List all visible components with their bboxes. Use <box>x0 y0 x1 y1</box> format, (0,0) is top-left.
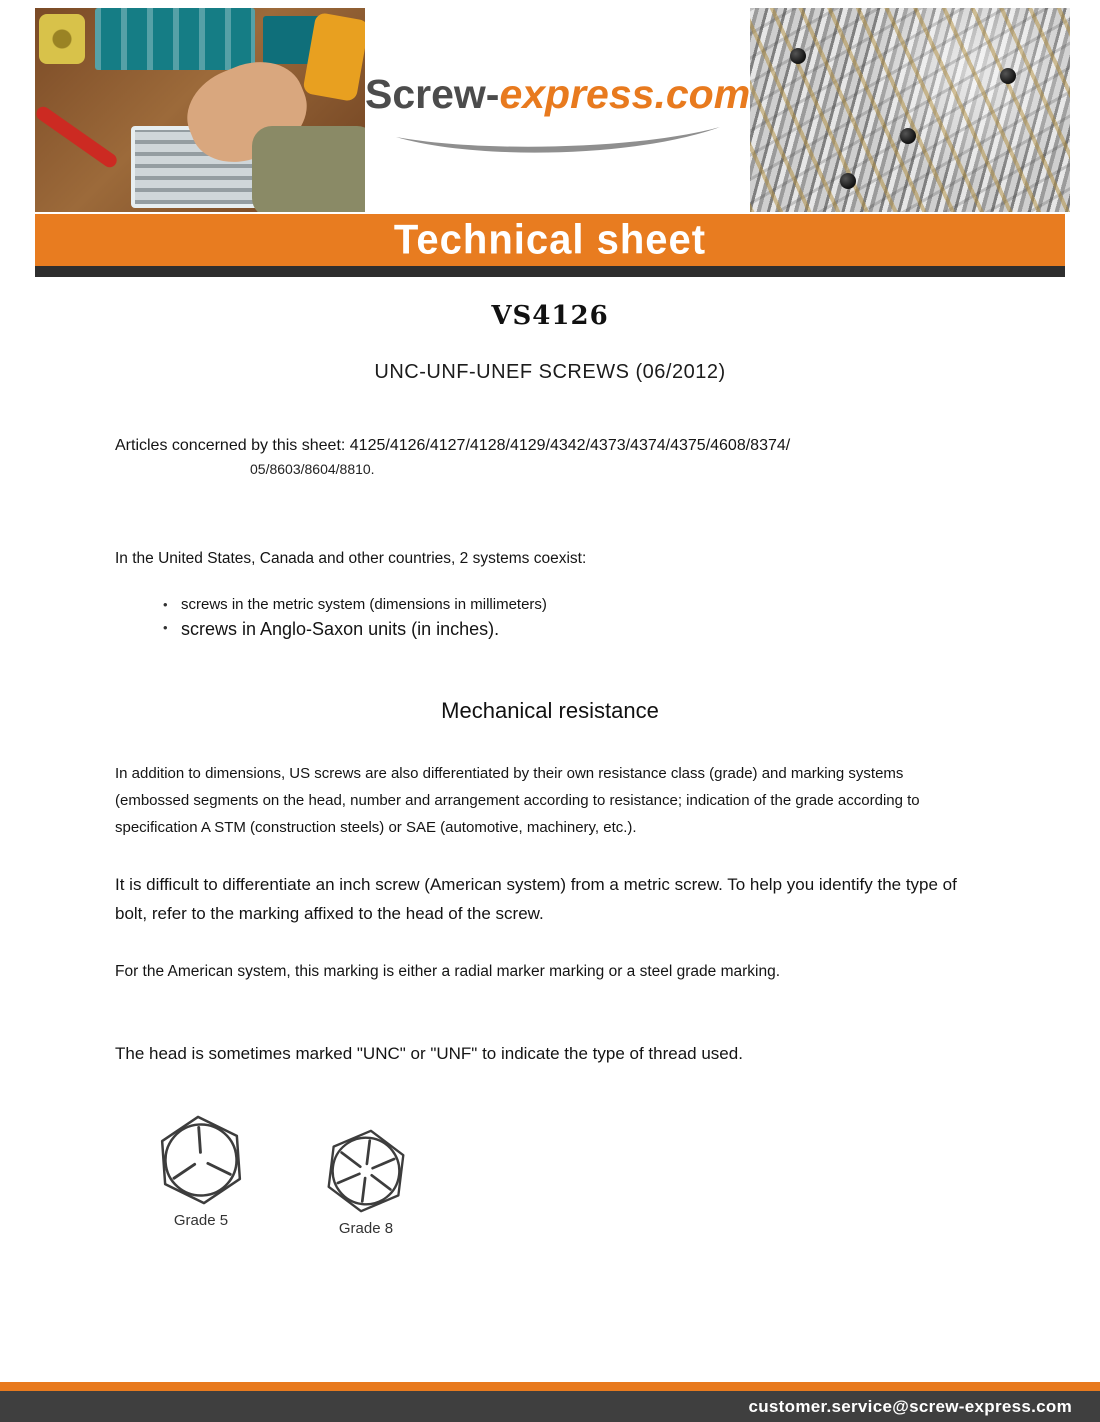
screws-photo <box>750 8 1070 212</box>
screwdriver <box>35 104 119 170</box>
brand-name-dark: Screw- <box>365 70 500 117</box>
header <box>35 8 1065 212</box>
sleeve <box>252 126 365 212</box>
brand-name <box>365 70 751 117</box>
section-heading-mechanical-resistance: Mechanical resistance <box>441 698 659 724</box>
paragraph-resistance-classes: In addition to dimensions, US screws are also differentiated by their own resistance class (grade) and marking systems (embossed segments on the head, number and arrangement according to resistance; indication of the grade according to specification A STM (construction steels) or SAE (automotive, machinery, etc.). <box>115 765 920 837</box>
grade8-figure <box>321 1126 411 1237</box>
bullet-metric-system: • screws in the metric system (dimensions in millimeters) <box>163 596 985 613</box>
grade8-label: Grade 8 <box>338 1219 394 1237</box>
grade-figures <box>115 1112 985 1237</box>
parts-tray <box>95 8 255 70</box>
grade5-head-icon <box>150 1108 252 1210</box>
brand-name-orange: express.com <box>499 70 751 117</box>
logo-swoosh-icon <box>388 125 728 161</box>
paragraph-differentiate-screws: It is difficult to differentiate an inch screw (American system) from a metric screw. To help you identify the type of bolt, refer to the marking affixed to the head of the screw. <box>115 875 957 923</box>
banner-title: Technical sheet <box>393 216 707 263</box>
workbench-photo <box>35 8 365 212</box>
divider-bar <box>35 266 1065 277</box>
document-title: UNC-UNF-UNEF SCREWS (06/2012) <box>374 361 726 383</box>
tape-measure <box>39 14 85 64</box>
footer-email[interactable]: customer.service@screw-express.com <box>748 1396 1072 1416</box>
articles-line2: 05/8603/8604/8810. <box>250 460 375 477</box>
footer-bar <box>0 1391 1100 1422</box>
grade8-head-icon <box>316 1120 416 1220</box>
screws-texture-overlay <box>750 8 1070 212</box>
paragraph-head-marking: The head is sometimes marked "UNC" or "UNF" to indicate the type of thread used. <box>115 1044 743 1064</box>
articles-line1: Articles concerned by this sheet: 4125/4126/4127/4128/4129/4342/4373/4374/4375/4608/8374/ <box>115 437 791 454</box>
intro-paragraph: In the United States, Canada and other countries, 2 systems coexist: <box>115 550 587 568</box>
document-body <box>0 301 1100 1237</box>
articles-paragraph <box>115 434 985 480</box>
systems-bullet-list <box>115 596 985 640</box>
bullet-anglo-saxon-units: • screws in Anglo-Saxon units (in inches). <box>163 619 985 640</box>
brand-logo <box>365 8 750 212</box>
banner <box>35 214 1065 266</box>
paragraph-american-marking: For the American system, this marking is either a radial marker marking or a steel grade marking. <box>115 962 781 980</box>
grade5-figure <box>153 1112 249 1229</box>
grade5-label: Grade 5 <box>173 1211 229 1229</box>
footer-accent-stripe <box>0 1382 1100 1391</box>
document-code: VS4126 <box>491 301 609 331</box>
footer <box>0 1382 1100 1422</box>
